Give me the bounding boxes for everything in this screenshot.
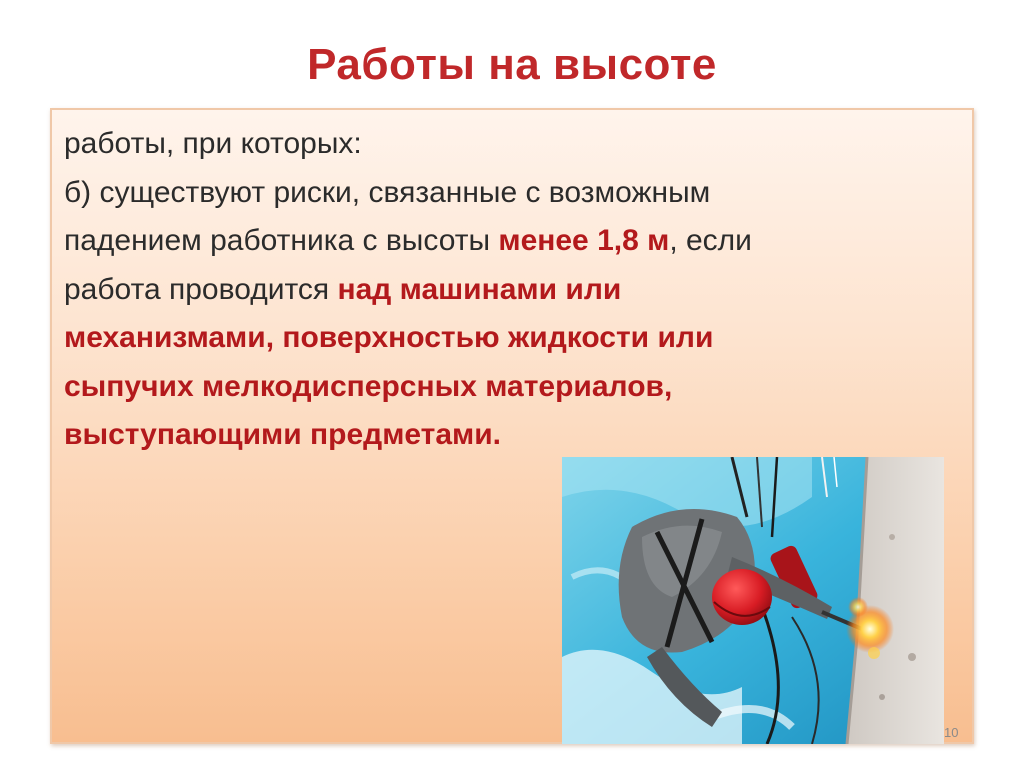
body-line-3 [64, 217, 944, 266]
body-line-2: б) существуют риски, связанные с возможным [64, 175, 711, 209]
body-line-3-plain: падением работника с высоты [64, 224, 499, 257]
body-line-4-highlight: над машинами или [337, 272, 622, 306]
body-line-7: выступающими предметами. [64, 418, 502, 451]
body-line-3-tail: , если [669, 224, 752, 257]
body-line-1: работы, при которых: [64, 127, 362, 160]
body-line-5: механизмами, поверхностью жидкости или [64, 321, 714, 354]
page-number: 10 [944, 725, 959, 740]
height-highlight: менее 1,8 м [498, 224, 670, 257]
worker-at-height-photo [562, 457, 944, 744]
body-line-4 [64, 266, 944, 315]
body-line-4-plain: работа проводится [64, 272, 338, 306]
content-box [50, 108, 974, 744]
body-line-6: сыпучих мелкодисперсных материалов, [64, 369, 673, 403]
definition-text [64, 120, 944, 460]
slide-title: Работы на высоте [307, 40, 717, 89]
